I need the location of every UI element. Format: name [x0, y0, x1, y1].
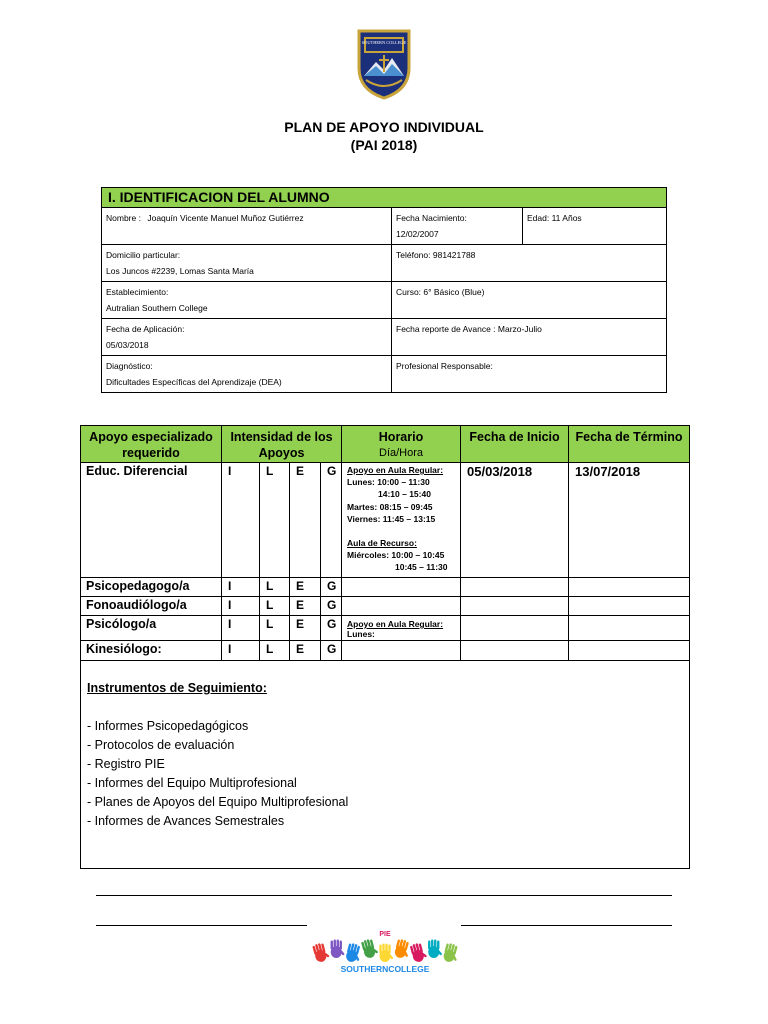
instrument-item: - Registro PIE: [87, 757, 165, 771]
level-i: I: [222, 597, 260, 616]
fecha-aplicacion-value: 05/03/2018: [106, 340, 149, 350]
header-horario: [342, 426, 461, 463]
crest-text-1: SOUTHERN COLLEGE: [361, 40, 407, 45]
level-l: L: [260, 616, 290, 641]
level-i: I: [222, 616, 260, 641]
domicilio-cell: [102, 245, 392, 282]
fecha-nacimiento-cell: [392, 208, 523, 245]
signature-line-full: [96, 895, 672, 896]
domicilio-label: Domicilio particular:: [106, 250, 181, 260]
level-l: L: [260, 463, 290, 578]
instruments-title: Instrumentos de Seguimiento:: [87, 681, 267, 695]
support-table: [80, 425, 690, 869]
hand-print-icon: [410, 942, 429, 964]
level-e: E: [290, 641, 321, 661]
inicio-empty: [461, 641, 569, 661]
level-e: E: [290, 463, 321, 578]
document-subtitle: (PAI 2018): [350, 137, 418, 153]
schedule-martes: Martes: 08:15 – 09:45: [347, 501, 433, 512]
termino-empty: [569, 578, 690, 597]
level-e: E: [290, 597, 321, 616]
diagnostico-label: Diagnóstico:: [106, 361, 153, 371]
level-g: G: [321, 616, 342, 641]
schedule-educ-diferencial: [342, 463, 461, 578]
hand-print-icon: [312, 942, 331, 964]
schedule-aula-regular: Apoyo en Aula Regular:: [347, 465, 444, 475]
level-i: I: [222, 641, 260, 661]
instruments-cell: [81, 661, 690, 869]
schedule-lunes-1: Lunes: 10:00 – 11:30: [347, 477, 430, 488]
instrument-item: - Informes Psicopedagógicos: [87, 719, 249, 733]
schedule-miercoles-1: Miércoles: 10:00 – 10:45: [347, 550, 445, 561]
row-label-educ-diferencial: Educ. Diferencial: [81, 463, 222, 578]
establecimiento-cell: [102, 282, 392, 319]
level-g: G: [321, 463, 342, 578]
fecha-inicio-value: 05/03/2018: [461, 463, 569, 578]
fecha-nacimiento-label: Fecha Nacimiento:: [396, 213, 467, 223]
row-label-psicopedagogo: Psicopedagogo/a: [81, 578, 222, 597]
row-label-kinesiologo: Kinesiólogo:: [81, 641, 222, 661]
schedule-aula-recurso: Aula de Recurso:: [347, 538, 417, 549]
profesional-cell: Profesional Responsable:: [392, 356, 667, 393]
hand-print-icon: [379, 944, 393, 963]
header-inicio: Fecha de Inicio: [461, 426, 569, 463]
schedule-psicologo: [342, 616, 461, 641]
fecha-termino-value: 13/07/2018: [569, 463, 690, 578]
domicilio-value: Los Juncos #2239, Lomas Santa María: [106, 266, 254, 276]
schedule-lunes: Lunes:: [347, 629, 375, 639]
schedule-aula-regular: Apoyo en Aula Regular:: [347, 619, 444, 629]
instrument-item: - Protocolos de evaluación: [87, 738, 235, 752]
schedule-empty: [342, 641, 461, 661]
inicio-empty: [461, 578, 569, 597]
level-g: G: [321, 641, 342, 661]
inicio-empty: [461, 597, 569, 616]
schedule-empty: [342, 597, 461, 616]
level-i: I: [222, 463, 260, 578]
hand-print-icon: [442, 942, 458, 964]
schedule-viernes: Viernes: 11:45 – 13:15: [347, 513, 436, 524]
pie-southern-college-logo: [312, 927, 458, 975]
signature-line-right: [461, 925, 672, 926]
telefono-cell: Teléfono: 981421788: [392, 245, 667, 282]
nombre-value: Joaquín Vicente Manuel Muñoz Gutiérrez: [147, 213, 304, 223]
header-horario-sub: Día/Hora: [379, 447, 424, 459]
level-e: E: [290, 616, 321, 641]
hand-print-icon: [345, 942, 364, 964]
level-i: I: [222, 578, 260, 597]
header-termino: Fecha de Término: [569, 426, 690, 463]
instrument-item: - Informes de Avances Semestrales: [87, 814, 285, 828]
schedule-miercoles-2: 10:45 – 11:30: [395, 562, 448, 573]
fecha-aplicacion-cell: [102, 319, 392, 356]
instrument-item: - Informes del Equipo Multiprofesional: [87, 776, 297, 790]
schedule-empty: [342, 578, 461, 597]
termino-empty: [569, 616, 690, 641]
instrument-item: - Planes de Apoyos del Equipo Multiprofesional: [87, 795, 349, 809]
school-crest-logo: [356, 28, 412, 100]
header-intensidad: Intensidad de los Apoyos: [222, 426, 342, 463]
fecha-nacimiento-value: 12/02/2007: [396, 229, 439, 239]
level-l: L: [260, 578, 290, 597]
level-l: L: [260, 641, 290, 661]
edad-cell: Edad: 11 Años: [523, 208, 667, 245]
signature-line-left: [96, 925, 307, 926]
diagnostico-cell: [102, 356, 392, 393]
hand-print-icon: [428, 940, 442, 959]
pie-logo-bottom-text: SOUTHERNCOLLEGE: [340, 964, 430, 974]
establecimiento-label: Establecimiento:: [106, 287, 169, 297]
curso-cell: Curso: 6° Básico (Blue): [392, 282, 667, 319]
header-apoyo: Apoyo especializado requerido: [81, 426, 222, 463]
level-g: G: [321, 597, 342, 616]
pie-logo-top-text: PIE: [379, 931, 391, 938]
inicio-empty: [461, 616, 569, 641]
nombre-cell: [102, 208, 392, 245]
identification-section-title: I. IDENTIFICACION DEL ALUMNO: [102, 188, 667, 208]
schedule-lunes-2: 14:10 – 15:40: [378, 489, 431, 500]
diagnostico-value: Dificultades Específicas del Aprendizaje (DEA): [106, 377, 282, 387]
termino-empty: [569, 641, 690, 661]
row-label-fonoaudiologo: Fonoaudiólogo/a: [81, 597, 222, 616]
level-g: G: [321, 578, 342, 597]
termino-empty: [569, 597, 690, 616]
header-horario-title: Horario: [378, 430, 424, 444]
level-e: E: [290, 578, 321, 597]
fecha-reporte-cell: Fecha reporte de Avance : Marzo-Julio: [392, 319, 667, 356]
hand-print-icon: [331, 940, 345, 959]
hand-print-icon: [361, 938, 380, 960]
hand-print-icon: [393, 938, 412, 960]
level-l: L: [260, 597, 290, 616]
identification-table: [101, 187, 667, 393]
document-title: PLAN DE APOYO INDIVIDUAL: [284, 119, 484, 135]
row-label-psicologo: Psicólogo/a: [81, 616, 222, 641]
establecimiento-value: Autralian Southern College: [106, 303, 208, 313]
nombre-label: Nombre :: [106, 213, 141, 223]
fecha-aplicacion-label: Fecha de Aplicación:: [106, 324, 185, 334]
